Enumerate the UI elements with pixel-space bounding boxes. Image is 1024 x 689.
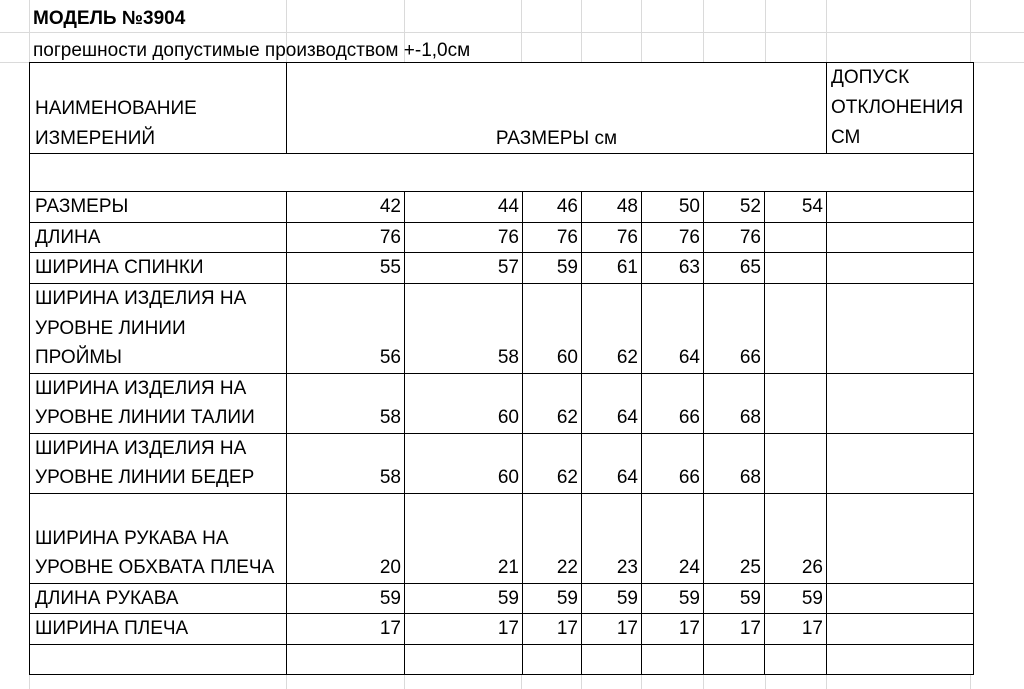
size-value-cell[interactable]: 17 — [287, 614, 405, 645]
size-value-cell[interactable]: 59 — [405, 583, 523, 614]
size-value-cell[interactable]: 17 — [765, 614, 827, 645]
header-row — [30, 63, 974, 154]
table-row — [30, 253, 974, 284]
tolerance-cell[interactable] — [827, 433, 974, 493]
size-value-cell[interactable]: 17 — [642, 614, 704, 645]
tolerance-cell[interactable] — [827, 192, 974, 223]
size-value-cell[interactable]: 20 — [287, 493, 405, 583]
table-row — [30, 583, 974, 614]
tolerance-cell[interactable] — [827, 373, 974, 433]
size-value-cell[interactable]: 59 — [704, 583, 765, 614]
size-value-cell[interactable]: 60 — [523, 283, 582, 373]
size-value-cell[interactable]: 66 — [642, 373, 704, 433]
measurement-name-line: ШИРИНА ИЗДЕЛИЯ НА — [35, 377, 247, 399]
measurement-name-line: УРОВНЕ ОБХВАТА ПЛЕЧА — [35, 557, 275, 578]
size-value-cell[interactable]: 59 — [642, 583, 704, 614]
size-value-cell[interactable]: 76 — [405, 222, 523, 253]
size-value-cell[interactable]: 60 — [405, 433, 523, 493]
size-value-cell[interactable] — [765, 433, 827, 493]
size-value-cell[interactable]: 76 — [523, 222, 582, 253]
measurement-name-cell[interactable] — [30, 583, 287, 614]
size-value-cell[interactable]: 25 — [704, 493, 765, 583]
spacer-row — [30, 154, 974, 192]
size-value-cell[interactable]: 26 — [765, 493, 827, 583]
table-row — [30, 433, 974, 493]
measurement-name-cell[interactable] — [30, 222, 287, 253]
size-value-cell[interactable]: 59 — [523, 583, 582, 614]
measurement-name-line: ДЛИНА РУКАВА — [35, 587, 179, 609]
size-value-cell[interactable] — [765, 253, 827, 284]
size-value-cell[interactable]: 62 — [523, 373, 582, 433]
measurements-table — [29, 62, 974, 675]
header-measurement-name[interactable]: НАИМЕНОВАНИЕ ИЗМЕРЕНИЙ — [30, 63, 287, 154]
gridline — [0, 32, 1024, 33]
size-value-cell[interactable]: 58 — [287, 373, 405, 433]
tolerance-cell[interactable] — [827, 283, 974, 373]
empty-row — [30, 644, 974, 674]
measurement-name-line: ШИРИНА ИЗДЕЛИЯ НА — [35, 437, 247, 459]
measurement-name-cell[interactable] — [30, 192, 287, 223]
table-row — [30, 614, 974, 645]
measurement-name-line: ШИРИНА ИЗДЕЛИЯ НА — [35, 288, 247, 309]
size-value-cell[interactable]: 62 — [582, 283, 642, 373]
size-value-cell[interactable]: 55 — [287, 253, 405, 284]
size-value-cell[interactable]: 59 — [523, 253, 582, 284]
empty-cell[interactable] — [827, 644, 974, 674]
size-value-cell[interactable]: 64 — [582, 373, 642, 433]
size-value-cell[interactable]: 17 — [582, 614, 642, 645]
size-value-cell[interactable]: 17 — [405, 614, 523, 645]
measurement-name-cell[interactable] — [30, 373, 287, 433]
measurement-name-line: УРОВНЕ ЛИНИИ БЕДЕР — [35, 467, 255, 488]
empty-cell[interactable] — [765, 644, 827, 674]
size-value-cell[interactable]: 17 — [523, 614, 582, 645]
tolerance-cell[interactable] — [827, 222, 974, 253]
empty-cell[interactable] — [287, 644, 405, 674]
measurement-name-cell[interactable] — [30, 614, 287, 645]
empty-cell[interactable] — [704, 644, 765, 674]
measurement-name-line: ДЛИНА — [35, 226, 101, 248]
size-value-cell[interactable]: 42 — [287, 192, 405, 223]
empty-cell[interactable] — [582, 644, 642, 674]
size-value-cell[interactable]: 17 — [704, 614, 765, 645]
size-value-cell[interactable]: 76 — [582, 222, 642, 253]
tolerance-cell[interactable] — [827, 493, 974, 583]
size-value-cell[interactable]: 66 — [642, 433, 704, 493]
size-value-cell[interactable]: 52 — [704, 192, 765, 223]
size-value-cell[interactable] — [765, 373, 827, 433]
size-value-cell[interactable]: 21 — [405, 493, 523, 583]
measurement-name-line: УРОВНЕ ЛИНИИ ТАЛИИ — [35, 407, 255, 428]
table-row — [30, 192, 974, 223]
size-value-cell[interactable]: 44 — [405, 192, 523, 223]
size-value-cell[interactable]: 23 — [582, 493, 642, 583]
size-value-cell[interactable]: 64 — [642, 283, 704, 373]
size-value-cell[interactable]: 63 — [642, 253, 704, 284]
size-value-cell[interactable]: 59 — [287, 583, 405, 614]
size-value-cell[interactable]: 58 — [287, 433, 405, 493]
measurement-name-line: ШИРИНА СПИНКИ — [35, 257, 204, 278]
size-value-cell[interactable]: 56 — [287, 283, 405, 373]
size-value-cell[interactable]: 76 — [642, 222, 704, 253]
size-value-cell[interactable]: 48 — [582, 192, 642, 223]
table-row — [30, 283, 974, 373]
size-value-cell[interactable]: 22 — [523, 493, 582, 583]
size-value-cell[interactable]: 50 — [642, 192, 704, 223]
size-value-cell[interactable]: 64 — [582, 433, 642, 493]
size-value-cell[interactable]: 68 — [704, 373, 765, 433]
model-title[interactable]: МОДЕЛЬ №3904 — [33, 8, 186, 29]
size-value-cell[interactable]: 54 — [765, 192, 827, 223]
measurement-name-cell[interactable] — [30, 253, 287, 284]
size-value-cell[interactable]: 59 — [765, 583, 827, 614]
size-value-cell[interactable]: 66 — [704, 283, 765, 373]
empty-cell[interactable] — [405, 644, 523, 674]
size-value-cell[interactable]: 58 — [405, 283, 523, 373]
measurement-name-line: РАЗМЕРЫ — [35, 196, 129, 217]
size-value-cell[interactable]: 46 — [523, 192, 582, 223]
size-value-cell[interactable]: 76 — [287, 222, 405, 253]
size-value-cell[interactable]: 24 — [642, 493, 704, 583]
table-row — [30, 493, 974, 583]
size-value-cell[interactable] — [765, 222, 827, 253]
measurement-name-cell[interactable] — [30, 493, 287, 583]
size-value-cell[interactable]: 62 — [523, 433, 582, 493]
measurement-name-line: ШИРИНА РУКАВА НА — [35, 527, 229, 549]
empty-cell[interactable] — [30, 644, 287, 674]
tolerance-cell[interactable] — [827, 253, 974, 284]
tolerance-note[interactable]: погрешности допустимые производством +-1,0см — [33, 40, 471, 61]
measurement-name-line: УРОВНЕ ЛИНИИ — [35, 317, 186, 339]
measurement-name-cell[interactable] — [30, 433, 287, 493]
header-tolerance[interactable]: ДОПУСК ОТКЛОНЕНИЯ СМ — [827, 63, 974, 154]
measurement-name-cell[interactable] — [30, 283, 287, 373]
size-value-cell[interactable]: 57 — [405, 253, 523, 284]
size-value-cell[interactable]: 60 — [405, 373, 523, 433]
table-row — [30, 222, 974, 253]
empty-cell[interactable] — [523, 644, 582, 674]
size-value-cell[interactable]: 59 — [582, 583, 642, 614]
empty-cell[interactable] — [30, 154, 974, 192]
measurement-name-line: ШИРИНА ПЛЕЧА — [35, 618, 189, 639]
empty-cell[interactable] — [642, 644, 704, 674]
measurement-name-line: ПРОЙМЫ — [35, 347, 122, 368]
size-value-cell[interactable]: 61 — [582, 253, 642, 284]
tolerance-cell[interactable] — [827, 614, 974, 645]
tolerance-cell[interactable] — [827, 583, 974, 614]
size-value-cell[interactable]: 65 — [704, 253, 765, 284]
size-value-cell[interactable]: 76 — [704, 222, 765, 253]
size-value-cell[interactable] — [765, 283, 827, 373]
header-sizes-cm[interactable]: РАЗМЕРЫ см — [287, 63, 827, 154]
size-value-cell[interactable]: 68 — [704, 433, 765, 493]
table-row — [30, 373, 974, 433]
